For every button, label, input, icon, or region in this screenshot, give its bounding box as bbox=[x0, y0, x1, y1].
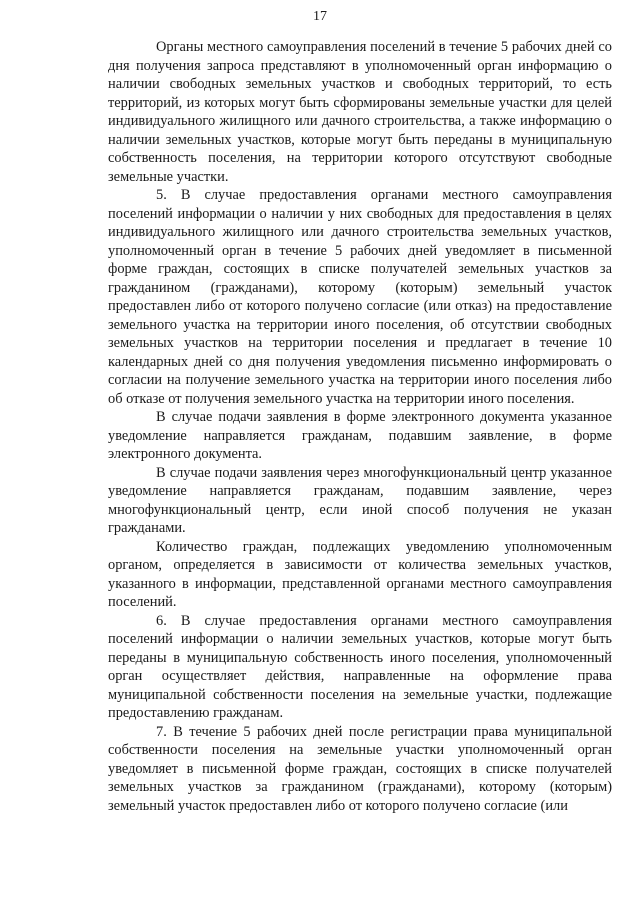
paragraph-citizen-count: Количество граждан, подлежащих уведомлению уполномоченным органом, определяется в зависимости от количества земельных участков, указанного в информации, представленной органами местного самоуправления поселений. bbox=[108, 538, 612, 610]
paragraph-item-6: 6. В случае предоставления органами местного самоуправления поселений информации о наличии земельных участков, которые могут быть переданы в муниципальную собственность иного поселения, уполномоченный орган осуществляет действия, направленные на оформление права муниципальной собственности поселения на земельные участки, подлежащие предоставлению гражданам. bbox=[108, 612, 612, 721]
page-number: 17 bbox=[313, 9, 327, 24]
paragraph-mfc-notice: В случае подачи заявления через многофункциональный центр указанное уведомление направляется гражданам, подавшим заявление, через многофункциональный центр, если иной способ получения не указан гражданами. bbox=[108, 464, 612, 536]
paragraph-item-5: 5. В случае предоставления органами местного самоуправления поселений информации о наличии у них свободных для предоставления в целях индивидуального жилищного или дачного строительства земельных участков, уполномоченный орган в течение 5 рабочих дней уведомляет в письменной форме граждан, состоящих в списке получателей земельных участков за гражданином (гражданами), которому (которым) земельный участок предоставлен либо от которого получено согласие (или отказ) на предоставление земельного участка на территории иного поселения, об отсутствии свободных земельных участков на территории поселения и предлагает в течение 10 календарных дней со дня получения уведомления письменно информировать о согласии на получение земельного участка на территории иного поселения либо об отказе от получения земельного участка на территории иного поселения. bbox=[108, 187, 612, 407]
paragraph-electronic-notice: В случае подачи заявления в форме электронного документа указанное уведомление направляется гражданам, подавшим заявление, в форме электронного документа. bbox=[108, 409, 612, 462]
paragraph-intro: Органы местного самоуправления поселений в течение 5 рабочих дней со дня получения запроса представляют в уполномоченный орган информацию о наличии свободных земельных участков и свободных территорий, то есть территорий, из которых могут быть сформированы земельные участки для целей индивидуального жилищного или дачного строительства, а также информацию о наличии земельных участков, которые могут быть переданы в муниципальную собственность поселения, на территории которого отсутствуют свободные земельные участки. bbox=[108, 39, 612, 185]
paragraph-item-7: 7. В течение 5 рабочих дней после регистрации права муниципальной собственности поселения на земельные участки уполномоченный орган уведомляет в письменной форме граждан, состоящих в списке получателей земельных участков за гражданином (гражданами), которому (которым) земельный участок предоставлен либо от которого получено согласие (или bbox=[108, 723, 612, 814]
document-body bbox=[108, 38, 612, 815]
